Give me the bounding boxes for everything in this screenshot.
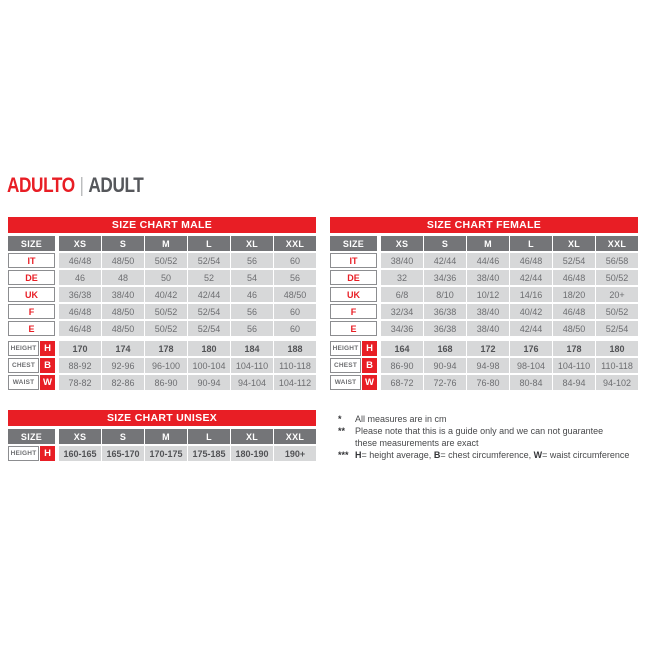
size-value-cell: 50/52 [145,304,187,319]
size-value-cell: 50/52 [145,253,187,268]
size-value-cell: 48/50 [102,253,144,268]
measure-value-cell: 184 [231,341,273,356]
size-value-cell: 32/34 [381,304,423,319]
column-header-xl: XL [553,236,595,251]
header-label-area [330,236,377,251]
country-code-cell: DE [330,270,377,285]
measure-value-cell: 72-76 [424,375,466,390]
measure-label: HEIGHT [8,446,39,461]
size-value-cell: 46/48 [510,253,552,268]
measure-letter-badge: W [362,375,377,390]
size-header-cell: SIZE [8,429,55,444]
country-value-cells [381,253,638,268]
column-header-xl: XL [231,236,273,251]
size-value-cell: 50 [145,270,187,285]
country-value-cells [59,287,316,302]
measure-value-cell: 88-92 [59,358,101,373]
measure-label: HEIGHT [8,341,39,356]
measure-letter-badge: H [40,341,55,356]
measure-value-cell: 86-90 [145,375,187,390]
country-label-area [330,321,377,336]
measure-label: WAIST [330,375,361,390]
size-value-cell: 52/54 [188,321,230,336]
measure-value-cell: 110-118 [274,358,316,373]
country-row-f [8,304,316,319]
country-code-cell: E [330,321,377,336]
measure-row-height [8,446,316,461]
measure-value-cell: 170-175 [145,446,187,461]
measure-value-cell: 104-110 [231,358,273,373]
column-header-xs: XS [59,236,101,251]
size-value-cell: 42/44 [510,270,552,285]
size-value-cell: 60 [274,304,316,319]
size-value-cell: 46 [231,287,273,302]
footnote-segment: Please note that this is a guide only and we can not guarantee [355,426,604,436]
measure-label-area [8,446,55,461]
measure-value-cell: 78-82 [59,375,101,390]
measure-letter-badge: B [362,358,377,373]
size-value-cell: 56 [231,321,273,336]
size-value-cell: 38/40 [381,253,423,268]
measure-value-cell: 98-104 [510,358,552,373]
country-label-area [8,304,55,319]
size-value-cell: 8/10 [424,287,466,302]
footnotes [338,413,643,461]
measure-value-cell: 180 [596,341,638,356]
size-value-cell: 42/44 [188,287,230,302]
country-label-area [8,321,55,336]
country-row-uk [330,287,638,302]
measure-row-chest [8,358,316,373]
measure-value-cell: 84-94 [553,375,595,390]
measure-value-cell: 170 [59,341,101,356]
measure-value-cell: 86-90 [381,358,423,373]
column-header-s: S [102,429,144,444]
measure-value-cell: 188 [274,341,316,356]
country-code-cell: IT [330,253,377,268]
country-value-cells [59,321,316,336]
size-value-cell: 40/42 [145,287,187,302]
measure-value-cell: 180 [188,341,230,356]
column-header-m: M [145,429,187,444]
column-header-xxl: XXL [274,429,316,444]
size-value-cell: 10/12 [467,287,509,302]
measure-value-cell: 174 [102,341,144,356]
table-title-bar: SIZE CHART MALE [8,217,316,233]
table-title-bar: SIZE CHART UNISEX [8,410,316,426]
country-value-cells [59,304,316,319]
footnote-marker: * [338,414,342,424]
column-header-s: S [102,236,144,251]
size-value-cell: 56 [231,253,273,268]
size-value-cell: 48/50 [274,287,316,302]
size-value-cell: 52 [188,270,230,285]
measure-value-cell: 176 [510,341,552,356]
measure-value-cell: 94-98 [467,358,509,373]
measure-value-cells [381,341,638,356]
size-value-cell: 36/38 [59,287,101,302]
measure-row-height [330,341,638,356]
header-label-area [8,429,55,444]
measure-value-cells [59,358,316,373]
measure-value-cell: 100-104 [188,358,230,373]
footnote-marker [338,437,355,449]
column-header-l: L [188,429,230,444]
table-title-bar: SIZE CHART FEMALE [330,217,638,233]
size-value-cell: 6/8 [381,287,423,302]
column-header-l: L [188,236,230,251]
country-row-de [8,270,316,285]
size-value-cell: 48/50 [102,321,144,336]
size-value-cell: 42/44 [510,321,552,336]
column-header-xxl: XXL [596,236,638,251]
size-value-cell: 52/54 [553,253,595,268]
measure-value-cell: 180-190 [231,446,273,461]
measure-label-area [8,375,55,390]
size-value-cell: 46/48 [59,304,101,319]
size-value-cell: 52/54 [188,253,230,268]
column-header-xxl: XXL [274,236,316,251]
country-code-cell: UK [330,287,377,302]
country-label-area [8,270,55,285]
country-code-cell: UK [8,287,55,302]
size-value-cell: 38/40 [467,304,509,319]
measure-label-area [330,375,377,390]
measure-value-cell: 190+ [274,446,316,461]
country-row-e [8,321,316,336]
size-value-cell: 42/44 [424,253,466,268]
country-code-cell: F [8,304,55,319]
measure-value-cells [381,375,638,390]
measure-value-cell: 96-100 [145,358,187,373]
measure-row-height [8,341,316,356]
country-row-f [330,304,638,319]
measure-value-cell: 160-165 [59,446,101,461]
page-title-secondary: ADULT [88,174,144,197]
measure-label-area [330,341,377,356]
measure-letter-badge: H [362,341,377,356]
measure-label: HEIGHT [330,341,361,356]
page-title-primary: ADULTO [7,174,75,197]
size-chart-female-table [330,217,638,392]
column-header-m: M [467,236,509,251]
footnote-line [338,449,643,461]
measure-value-cells [59,375,316,390]
footnote-segment: = chest circumference, [440,450,534,460]
country-label-area [8,253,55,268]
size-value-cell: 40/42 [510,304,552,319]
measure-row-chest [330,358,638,373]
size-value-cell: 46 [59,270,101,285]
header-cells [381,236,638,251]
page-title [7,175,143,197]
size-value-cell: 36/38 [424,321,466,336]
header-cells [59,429,316,444]
measure-value-cell: 104-112 [274,375,316,390]
size-value-cell: 46/48 [553,270,595,285]
size-value-cell: 60 [274,321,316,336]
measure-value-cell: 76-80 [467,375,509,390]
country-label-area [8,287,55,302]
measure-value-cell: 104-110 [553,358,595,373]
footnote-text [355,437,643,449]
size-value-cell: 34/36 [424,270,466,285]
size-header-cell: SIZE [8,236,55,251]
measure-letter-badge: W [40,375,55,390]
measure-value-cell: 94-102 [596,375,638,390]
measure-value-cell: 80-84 [510,375,552,390]
measure-value-cell: 178 [553,341,595,356]
footnote-text [355,413,643,425]
measure-value-cells [59,446,316,461]
country-row-it [8,253,316,268]
size-value-cell: 14/16 [510,287,552,302]
size-value-cell: 52/54 [596,321,638,336]
size-value-cell: 50/52 [145,321,187,336]
column-header-m: M [145,236,187,251]
footnote-segment: = height average, [361,450,434,460]
measure-value-cell: 164 [381,341,423,356]
country-code-cell: IT [8,253,55,268]
footnote-marker: ** [338,426,346,436]
size-value-cell: 50/52 [596,304,638,319]
country-row-it [330,253,638,268]
measure-value-cell: 82-86 [102,375,144,390]
column-header-s: S [424,236,466,251]
size-value-cell: 48/50 [553,321,595,336]
footnote-segment: All measures are in cm [355,414,447,424]
table-header-row [8,429,316,444]
measure-value-cell: 92-96 [102,358,144,373]
size-chart-unisex-table [8,410,316,463]
measure-value-cell: 168 [424,341,466,356]
measure-label: CHEST [330,358,361,373]
table-header-row [8,236,316,251]
measure-letter-badge: H [40,446,55,461]
country-code-cell: DE [8,270,55,285]
measure-letter-badge: B [40,358,55,373]
measure-value-cells [59,341,316,356]
footnote-segment: B [433,450,441,460]
size-value-cell: 20+ [596,287,638,302]
measure-label-area [8,358,55,373]
country-value-cells [381,321,638,336]
header-cells [59,236,316,251]
header-label-area [8,236,55,251]
measure-label: WAIST [8,375,39,390]
size-value-cell: 18/20 [553,287,595,302]
size-value-cell: 48/50 [102,304,144,319]
column-header-xs: XS [59,429,101,444]
country-value-cells [381,304,638,319]
size-value-cell: 56 [231,304,273,319]
footnote-line [338,425,643,437]
measure-value-cell: 178 [145,341,187,356]
column-header-xl: XL [231,429,273,444]
country-value-cells [381,287,638,302]
size-value-cell: 56/58 [596,253,638,268]
table-header-row [330,236,638,251]
country-row-e [330,321,638,336]
size-value-cell: 46/48 [553,304,595,319]
footnote-text [355,449,643,461]
footnote-segment: these measurements are exact [355,438,479,448]
footnote-marker: *** [338,450,349,460]
size-value-cell: 36/38 [424,304,466,319]
footnote-line [338,413,643,425]
country-row-uk [8,287,316,302]
country-code-cell: E [8,321,55,336]
size-value-cell: 46/48 [59,321,101,336]
footnote-line [338,437,643,449]
size-chart-male-table [8,217,316,392]
size-value-cell: 38/40 [102,287,144,302]
footnote-text [355,425,643,437]
size-value-cell: 32 [381,270,423,285]
measure-value-cell: 90-94 [188,375,230,390]
size-value-cell: 48 [102,270,144,285]
measure-value-cell: 90-94 [424,358,466,373]
size-value-cell: 46/48 [59,253,101,268]
measure-value-cell: 68-72 [381,375,423,390]
measure-value-cell: 94-104 [231,375,273,390]
page-title-separator: | [79,174,84,197]
size-value-cell: 52/54 [188,304,230,319]
size-value-cell: 38/40 [467,321,509,336]
country-label-area [330,253,377,268]
column-header-xs: XS [381,236,423,251]
measure-value-cells [381,358,638,373]
measure-row-waist [330,375,638,390]
country-label-area [330,287,377,302]
footnote-segment: H [355,450,362,460]
country-value-cells [59,253,316,268]
size-header-cell: SIZE [330,236,377,251]
measure-value-cell: 165-170 [102,446,144,461]
country-label-area [330,270,377,285]
measure-label: CHEST [8,358,39,373]
size-value-cell: 34/36 [381,321,423,336]
size-value-cell: 50/52 [596,270,638,285]
size-value-cell: 56 [274,270,316,285]
measure-label-area [8,341,55,356]
size-value-cell: 38/40 [467,270,509,285]
country-value-cells [59,270,316,285]
size-value-cell: 60 [274,253,316,268]
size-value-cell: 44/46 [467,253,509,268]
footnote-segment: = waist circumference [542,450,630,460]
measure-value-cell: 172 [467,341,509,356]
measure-value-cell: 110-118 [596,358,638,373]
measure-row-waist [8,375,316,390]
country-row-de [330,270,638,285]
column-header-l: L [510,236,552,251]
measure-value-cell: 175-185 [188,446,230,461]
country-code-cell: F [330,304,377,319]
footnote-segment: W [533,450,543,460]
country-value-cells [381,270,638,285]
country-label-area [330,304,377,319]
size-value-cell: 54 [231,270,273,285]
measure-label-area [330,358,377,373]
